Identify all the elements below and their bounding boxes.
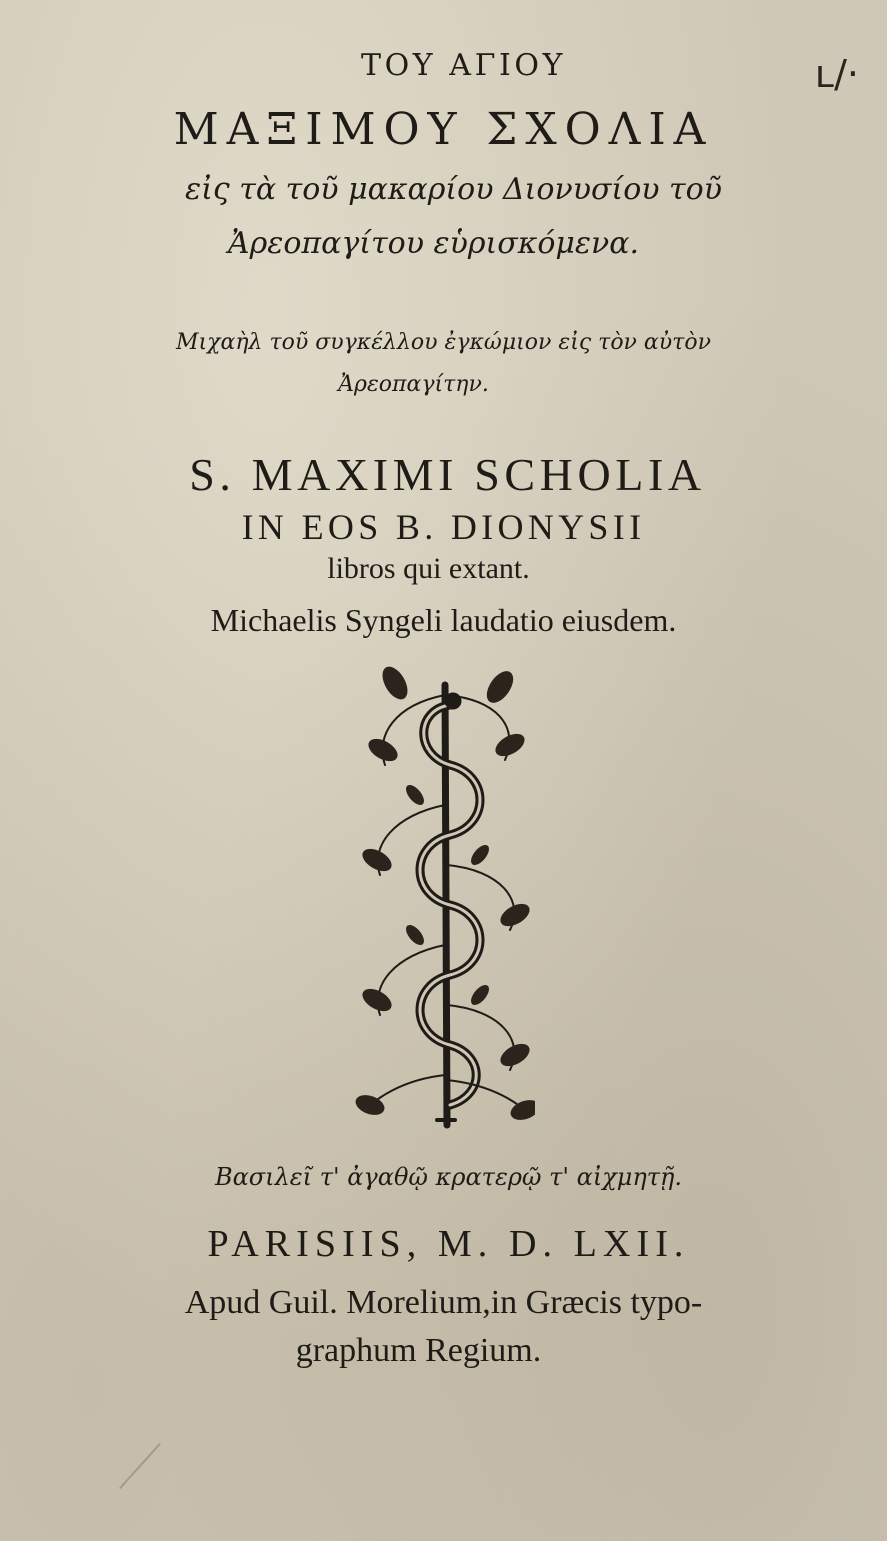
- latin-subtitle-line-2: libros qui extant.: [327, 552, 530, 585]
- greek-encomium-line-1: Μιχαὴλ τοῦ συγκέλλου ἐγκώμιον εἰς τὸν αὐτὸν: [176, 330, 711, 355]
- latin-title: S. MAXIMI SCHOLIA: [189, 449, 706, 500]
- paper-mark: [119, 1443, 161, 1489]
- imprint-place-date: PARISIIS, M. D. LXII.: [207, 1223, 690, 1265]
- greek-subtitle-line-2: Ἀρεοπαγίτου εὑρισκόμενα.: [227, 226, 640, 261]
- greek-subtitle-line-1: εἰς τὰ τοῦ μακαρίου Διονυσίου τοῦ: [185, 172, 722, 207]
- latin-subtitle-line-1: IN EOS B. DIONYSII: [241, 507, 646, 547]
- imprint-printer-line-2: graphum Regium.: [295, 1332, 542, 1369]
- greek-encomium-line-2: Ἀρεοπαγίτην.: [338, 372, 489, 397]
- printer-motto: Βασιλεῖ τ' ἀγαθῷ κρατερῷ τ' αἰχμητῇ.: [214, 1163, 683, 1191]
- shelf-mark-glyph: ʟ/·: [814, 52, 859, 96]
- greek-heading-line-1: ΤΟΥ ΑΓΙΟΥ: [360, 48, 567, 83]
- imprint-printer-line-1: Apud Guil. Morelium,in Græcis typo-: [184, 1284, 703, 1321]
- latin-laudatio: Michaelis Syngeli laudatio eiusdem.: [210, 602, 677, 638]
- greek-title: ΜΑΞΙΜΟΥ ΣΧΟΛΙΑ: [173, 104, 714, 155]
- serpent-staff-with-vine-icon: [355, 665, 535, 1150]
